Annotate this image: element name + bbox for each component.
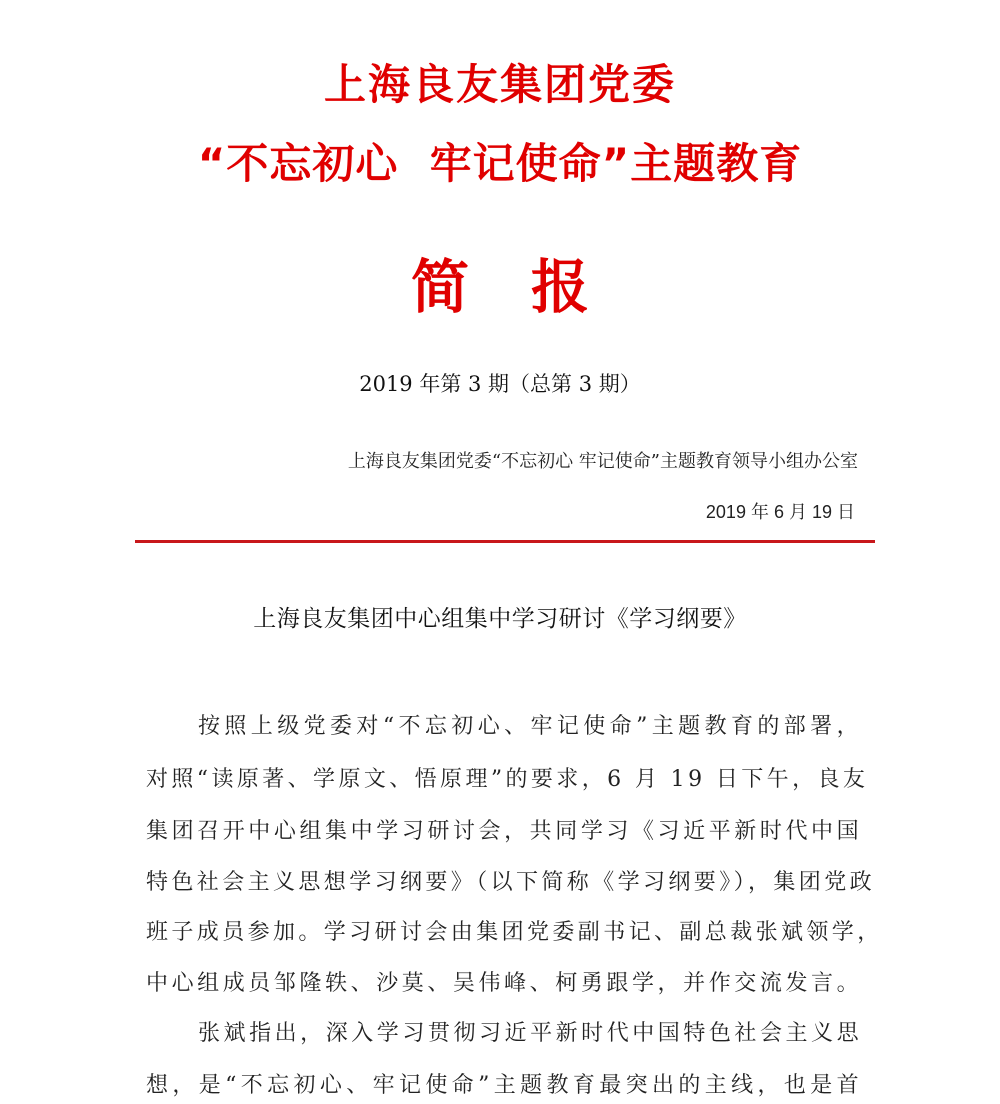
- brief-heading: [0, 240, 1000, 324]
- article-title: 上海良友集团中心组集中学习研讨《学习纲要》: [253, 606, 747, 632]
- body-line: 中心组成员邹隆轶、沙莫、吴伟峰、柯勇跟学，并作交流发言。: [146, 971, 862, 996]
- document-title-line1: 上海良友集团党委: [323, 60, 676, 109]
- body-line: 按照上级党委对“不忘初心、牢记使命”主题教育的部署，: [198, 714, 862, 739]
- body-line: 想，是“不忘初心、牢记使命”主题教育最突出的主线，也是首: [146, 1073, 862, 1098]
- body-line: 集团召开中心组集中学习研讨会，共同学习《习近平新时代中国: [146, 819, 862, 844]
- brief-char-2: 报: [531, 253, 590, 321]
- body-line: 特色社会主义思想学习纲要》（以下简称《学习纲要》），集团党政: [146, 870, 876, 895]
- issue-number: 2019 年第 3 期（总第 3 期）: [359, 372, 641, 396]
- body-line: 班子成员参加。学习研讨会由集团党委副书记、副总裁张斌领学，: [146, 920, 883, 945]
- body-line: 对照“读原著、学原文、悟原理”的要求，6 月 19 日下午，良友: [146, 767, 869, 792]
- issuing-office: 上海良友集团党委“不忘初心 牢记使命”主题教育领导小组办公室: [347, 451, 858, 472]
- issue-date: 2019 年 6 月 19 日: [705, 502, 855, 522]
- document-title-line2: “不忘初心 牢记使命”主题教育: [197, 139, 803, 188]
- body-line: 张斌指出，深入学习贯彻习近平新时代中国特色社会主义思: [198, 1021, 862, 1046]
- brief-char-1: 简: [410, 253, 469, 321]
- red-divider-rule: [135, 540, 875, 543]
